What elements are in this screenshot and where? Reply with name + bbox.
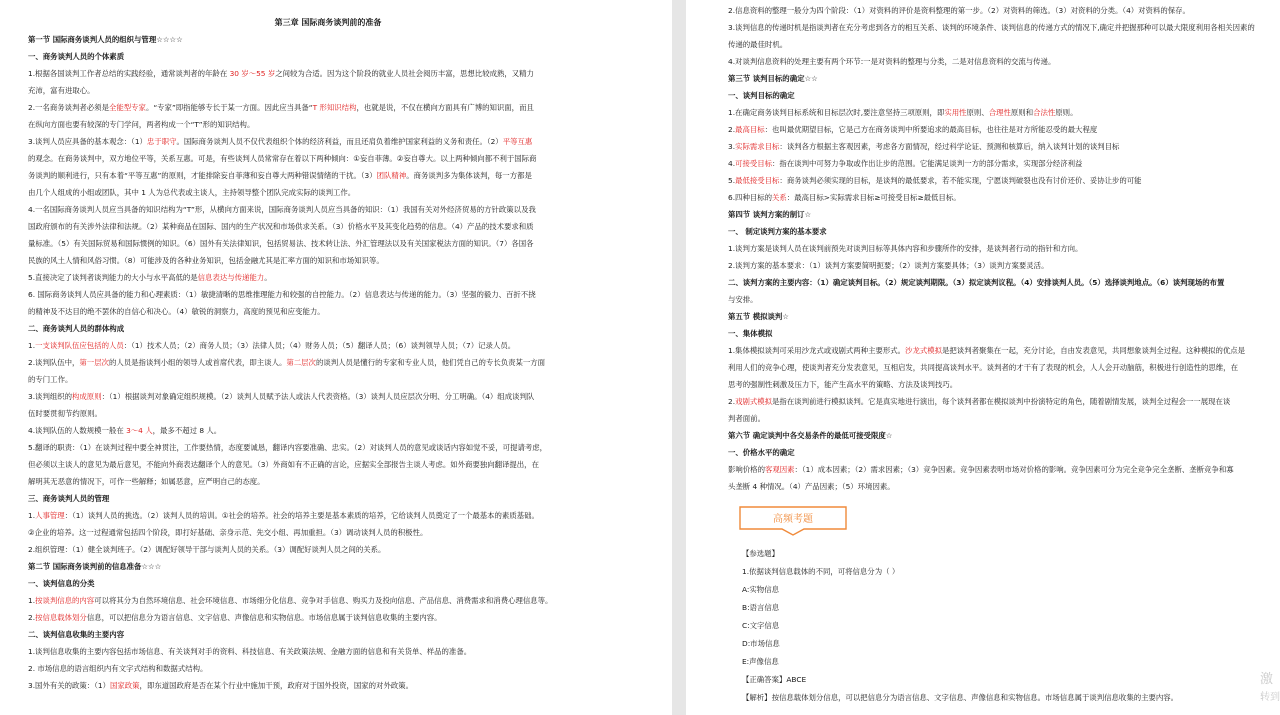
example-line: C:文字信息 [742,621,780,630]
text-span: 。 [264,273,272,282]
text-line [28,286,628,303]
text-span: 第四节 谈判方案的制订☆ [728,210,812,219]
text-span: ：谈判各方根据主客观因素，考虑各方面情况，经过科学论证、预测和核算后，纳入谈判计划的谈判目标 [779,142,1120,151]
highlight-text: 关系 [772,193,787,202]
example-line: 1.依据谈判信息载体的不同，可将信息分为（ ） [742,567,900,576]
highlight-text: 合理性 [988,108,1011,117]
text-line [28,524,628,541]
text-span: 3. [728,142,736,151]
text-span: 一、谈判目标的确定 [728,91,795,100]
text-span: 2. 市场信息的语言组织内有文字式结构和数据式结构。 [28,664,208,673]
text-line [28,677,628,694]
text-span: 2.组织管理：（1）健全谈判班子。（2）调配好领导干部与谈判人员的关系。（3）调配好谈判人员之间的关系。 [28,545,386,554]
text-span: 1. [28,341,36,350]
highlight-text: 客观因素 [764,465,795,474]
text-span: ，即东道国政府是否在某个行业中施加干预，政府对于国外投资，国家的对外政策。 [139,681,414,690]
text-line [28,456,628,473]
text-span: ，最多不超过 8 人。 [152,426,222,435]
text-span: 4.一名国际商务谈判人员应当具备的知识结构为“T”形，从横向方面来说，国际商务谈判人员应当具备的知识：（1）我国有关对外经济贸易的方针政策以及我 [28,205,536,214]
text-span: 传递的最佳时机。 [728,40,788,49]
left-text-body [28,31,628,694]
highlight-text: 第二层次 [286,358,316,367]
text-span: 1. [28,511,36,520]
highlight-text: 实际需求目标 [735,142,780,151]
text-span: 2. [728,397,736,406]
text-span: 1.根据各国谈判工作者总结的实践经验，通常谈判者的年龄在 [28,69,230,78]
text-span: 三、商务谈判人员的管理 [28,494,110,503]
text-span: 第六节 确定谈判中各交易条件的最低可接受限度☆ [728,431,893,440]
text-span: 二、谈判信息收集的主要内容 [28,630,125,639]
text-span: 一、集体模拟 [728,329,773,338]
text-line [28,116,628,133]
highlight-text: 构成原则 [72,392,102,401]
text-line [728,257,1280,274]
text-span: 一、价格水平的确定 [728,448,795,457]
text-line [28,218,628,235]
text-span: 原则。 [1055,108,1078,117]
text-line [28,337,628,354]
text-line [728,274,1280,291]
example-line: A:实物信息 [742,585,779,594]
watermark-line-1: 激 [1260,672,1274,687]
text-line [728,240,1280,257]
text-line [28,558,628,575]
highlight-text: 30 岁～55 岁 [229,69,276,78]
text-span: 4.谈判队伍的人数规模一般在 [28,426,127,435]
text-span: 3.谈判组织的 [28,392,73,401]
text-span: 量标准。（5）有关国际贸易和国际惯例的知识。（6）国外有关法律知识，包括贸易法、技术转让法、外汇管理法以及有关国家税法方面的知识。（7）各国各 [28,239,534,248]
text-span: ：（1）谈判人员的挑选。（2）谈判人员的培训。①社会的培养。社会的培养主要是基本素质的培养，它给谈判人员奠定了一个最基本的素质基础。 [64,511,539,520]
text-span: 二、谈判方案的主要内容：（1）确定谈判目标。（2）规定谈判期限。（3）拟定谈判议程。（4）安排谈判人员。（5）选择谈判地点。（6）谈判现场的布置 [728,278,1225,287]
text-line [28,371,628,388]
highlight-text: T 形知识结构 [312,103,357,112]
text-span: 但必须以主谈人的意见为最后意见，不能向外商表达翻译个人的意见。（3）外商如有不正确的言论，应据实全部报告主谈人考虑。如外商要独向翻译提出，在 [28,460,539,469]
text-line [728,291,1280,308]
text-span: 3.谈判人员应具备的基本观念：（1） [28,137,147,146]
text-line [28,201,628,218]
text-span: 务谈判的顺利进行，只有本着“平等互惠”的原则，才能排除妄自菲薄和妄自尊大两种错误情绪的干扰。（3） [28,171,377,180]
text-span: 之间较为合适。因为这个阶段的就业人员社会阅历丰富，思想比较成熟，又精力 [275,69,534,78]
example-line: D:市场信息 [742,639,780,648]
text-line [28,269,628,286]
text-span: 二、商务谈判人员的群体构成 [28,324,125,333]
text-line [728,87,1280,104]
text-span: 的人员是指谈判小组的领导人或首席代表，即主谈人。 [108,358,287,367]
example-line: 【解析】按信息载体划分信息，可以把信息分为语言信息、文字信息、声像信息和实物信息。市场信息属于谈判信息收集的主要内容。 [742,693,1179,702]
highlight-text: 国家政策 [109,681,140,690]
text-span: 信息，可以把信息分为语言信息、文字信息、声像信息和实物信息。市场信息属于谈判信息收集的主要内容。 [86,613,442,622]
example-line: E:声像信息 [742,657,779,666]
highlight-text: 可接受目标 [735,159,773,168]
text-span: 充沛，富有进取心。 [28,86,95,95]
text-span: 的观念。在商务谈判中，双方地位平等，关系互惠。可是，有些谈判人员常常存在着以下两种倾向：①妄自菲薄。②妄自尊大。以上两种倾向都不利于国际商 [28,154,537,163]
text-line [728,36,1280,53]
text-line [728,376,1280,393]
text-span: 的精神及不达目的绝不罢休的自信心和决心。（4）敏锐的洞察力，高度的预见和应变能力。 [28,307,325,316]
text-line [728,342,1280,359]
text-span: 2.信息资料的整理一般分为四个阶段：（1）对资料的评价是资料整理的第一步。（2）对资料的筛选。（3）对资料的分类。（4）对资料的保存。 [728,6,1190,15]
text-span: 思考的强制性刺激及压力下，能产生高水平的策略、方法及谈判技巧。 [728,380,958,389]
example-line: B:语言信息 [742,603,780,612]
banner-label: 高频考题 [773,514,813,525]
text-span: 一、 制定谈判方案的基本要求 [728,227,827,236]
text-span: 由几个人组成的小组或团队，其中 1 人为总代表或主谈人，主持领导整个团队完成实际的谈判工作。 [28,188,356,197]
text-line [28,48,628,65]
text-span: 6.四种目标的 [728,193,773,202]
highlight-text: 3～4 人 [126,426,153,435]
text-span: 3.国外有关的政策：（1） [28,681,110,690]
text-span: ：（1）成本因素；（2）需求因素；（3）竞争因素。竞争因素表明市场对价格的影响。竞争因素可分为完全竞争完全垄断、垄断竞争和寡 [794,465,1234,474]
text-line [28,439,628,456]
text-line [728,19,1280,36]
text-line [728,478,1280,495]
text-span: 第三节 谈判目标的确定☆☆ [728,74,818,83]
text-line [728,70,1280,87]
text-line [28,422,628,439]
highlight-text: 按信息载体划分 [35,613,87,622]
text-span: 民族的风土人情和风俗习惯。（8）可能涉及的各种业务知识，包括金融尤其是汇率方面的知识和市场知识等。 [28,256,384,265]
text-span: ：（1）根据谈判对象确定组织规模。（2）谈判人员赋予法人或法人代表资格。（3）谈判人员应层次分明、分工明确。（4）组成谈判队 [101,392,535,401]
text-line [728,461,1280,478]
text-span: ：指在谈判中可努力争取或作出让步的范围。它能满足谈判一方的部分需求，实现部分经济利益 [772,159,1083,168]
text-line [28,184,628,201]
text-span: 5.直接决定了谈判者谈判能力的大小与水平高低的是 [28,273,198,282]
text-span: 在纵向方面也要有较深的专门学问，两者构成一个“T”形的知识结构。 [28,120,255,129]
highlight-text: 合法性 [1033,108,1056,117]
text-line [28,167,628,184]
text-span: 可以将其分为自然环境信息、社会环境信息、市场细分化信息、竞争对手信息、购买力及投向信息、产品信息、消费需求和消费心理信息等。 [94,596,553,605]
text-span: 4. [728,159,736,168]
high-frequency-banner [734,503,852,537]
text-span: 4.对谈判信息资料的处理主要有两个环节:一是对资料的整理与分类，二是对信息资料的交流与传递。 [728,57,1056,66]
text-span: 1. [28,596,36,605]
text-span: 的谈判人员是懂行的专家和专业人员，他们凭自己的专长负责某一方面 [315,358,546,367]
text-span: ：也叫最优期望目标，它是己方在商务谈判中所要追求的最高目标，也往往是对方所能忍受的最大程度 [764,125,1098,134]
text-line [28,65,628,82]
text-line [728,393,1280,410]
text-span: 第一节 国际商务谈判人员的组织与管理☆☆☆☆ [28,35,183,44]
text-line [728,410,1280,427]
text-span: 5.翻译的职责：（1）在谈判过程中要全神贯注，工作要热情，态度要诚恳，翻译内容要准确、忠实。（2）对谈判人员的意见或谈话内容如觉不妥，可提请考虑， [28,443,548,452]
highlight-text: 全能型专家 [108,103,146,112]
highlight-text: 第一层次 [79,358,109,367]
text-line [728,427,1280,444]
text-span: 第二节 国际商务谈判前的信息准备☆☆☆ [28,562,162,571]
text-line [28,320,628,337]
highlight-text: 忠于职守 [146,137,177,146]
text-line [28,388,628,405]
text-line [28,252,628,269]
chapter-title: 第三章 国际商务谈判前的准备 [274,18,382,27]
highlight-text: 信息表达与传递能力 [197,273,265,282]
text-span: 。国际商务谈判人员不仅代表组织个体的经济利益，而且还肩负着维护国家利益的义务和责任。（2） [176,137,503,146]
text-span: 5. [728,176,736,185]
text-line [728,206,1280,223]
text-span: 利用人们的竞争心理，使谈判者充分发表意见，互相启发，共同提高谈判水平。谈判者的才干有了表现的机会，人人会开动脑筋，积极进行创造性的思维，在 [728,363,1238,372]
text-span: 是指在谈判前进行模拟谈判。它是真实地进行演出，每个谈判者都在模拟谈判中扮演特定的角色，随着剧情发展，谈判全过程会一一展现在谈 [772,397,1231,406]
text-span: 6. 国际商务谈判人员应具备的能力和心理素质：（1）敏捷清晰的思维推理能力和较强的自控能力。（2）信息表达与传递的能力。（3）坚强的毅力、百折不挠 [28,290,536,299]
text-line [28,541,628,558]
highlight-text: 平等互惠 [502,137,533,146]
text-span: 一、商务谈判人员的个体素质 [28,52,125,61]
text-line [28,473,628,490]
text-span: ：最高目标>实际需求目标≥可接受目标≥最低目标。 [786,193,961,202]
text-span: 3.谈判信息的传递时机是指谈判者在充分考虑到各方的相互关系、谈判的环境条件、谈判信息的传递方式的情况下,确定并把握那种可以最大限度利用各相关因素的 [728,23,1255,32]
text-line [728,444,1280,461]
text-line [728,189,1280,206]
text-span: 伍时要贯彻节约原则。 [28,409,102,418]
text-line [728,121,1280,138]
text-line [728,359,1280,376]
text-span: 判者面前。 [728,414,765,423]
text-line [28,405,628,422]
text-line [728,308,1280,325]
text-span: 一、谈判信息的分类 [28,579,95,588]
highlight-text: 一支谈判队伍应包括的人员 [35,341,124,350]
text-line [728,172,1280,189]
text-span: 是把谈判者聚集在一起，充分讨论，自由发表意见，共同想象谈判全过程。这种模拟的优点是 [942,346,1246,355]
example-question [728,545,1280,707]
highlight-text: 最低接受目标 [735,176,780,185]
document-page-right [686,0,1280,715]
text-line [28,609,628,626]
text-line [728,223,1280,240]
text-line [28,660,628,677]
highlight-text: 人事管理 [35,511,65,520]
highlight-text: 沙龙式模拟 [905,346,943,355]
text-line [28,354,628,371]
text-line [728,325,1280,342]
text-line [28,99,628,116]
text-line [728,155,1280,172]
text-line [28,575,628,592]
text-span: 的专门工作。 [28,375,73,384]
text-span: 原则、 [966,108,989,117]
text-line [28,490,628,507]
right-text-body [728,2,1280,495]
highlight-text: 按谈判信息的内容 [35,596,95,605]
text-span: 。“专家”即指能够专长于某一方面。因此应当具备“ [145,103,313,112]
text-line [28,626,628,643]
example-line: 【参选题】 [742,549,779,558]
text-span: 2. [728,125,736,134]
text-span: ：商务谈判必须实现的目标，是谈判的最低要求，若不能实现，宁愿谈判破裂也没有讨价还价、妥协让步的可能 [779,176,1142,185]
text-span: 解明其无恶意的情况下，可作一些解释；如属恶意，应严明自己的态度。 [28,477,265,486]
highlight-text: 最高目标 [735,125,765,134]
text-span: 1.谈判方案是谈判人员在谈判前预先对谈判目标等具体内容和步骤所作的安排，是谈判者行动的指针和方向。 [728,244,1083,253]
text-span: 头垄断 4 种情况。（4）产品因素；（5）环境因素。 [728,482,895,491]
text-span: 。商务谈判多为集体谈判，每一方都是 [406,171,532,180]
text-line [28,31,628,48]
text-line [28,303,628,320]
text-line [728,104,1280,121]
text-span: 2.一名商务谈判者必须是 [28,103,109,112]
text-line [28,592,628,609]
watermark [1260,671,1280,707]
text-line [728,2,1280,19]
example-line: 【正确答案】ABCE [742,675,807,684]
text-line [28,150,628,167]
text-line [28,643,628,660]
text-span: 1.集体模拟谈判可采用沙龙式或戏剧式两种主要形式。 [728,346,906,355]
text-span: 与安排。 [728,295,758,304]
text-span: ：（1）技术人员；（2）商务人员；（3）法律人员；（4）财务人员；（5）翻译人员；（6）谈判领导人员；（7）记录人员。 [123,341,516,350]
text-span: ，也就是说，不仅在横向方面具有广博的知识面，而且 [356,103,534,112]
text-line [728,53,1280,70]
text-line [28,133,628,150]
text-line [728,138,1280,155]
text-span: ②企业的培养。这一过程通常包括四个阶段，即打好基础、亲身示范、先交小组、再加重担。（3）调动谈判人员的积极性。 [28,528,428,537]
text-span: 2.谈判方案的基本要求：（1）谈判方案要简明扼要；（2）谈判方案要具体；（3）谈判方案要灵活。 [728,261,1049,270]
text-span: 国政府颁布的有关涉外法律和法规。（2）某种商品在国际、国内的生产状况和市场供求关系。（3）价格水平及其变化趋势的信息。（4）产品的技术要求和质 [28,222,534,231]
watermark-line-2: 转到 [1260,692,1280,703]
highlight-text: 戏剧式模拟 [735,397,773,406]
text-line [28,235,628,252]
highlight-text: 团队精神 [376,171,407,180]
text-span: 2. [28,613,36,622]
highlight-text: 实用性 [944,108,967,117]
text-line [28,507,628,524]
text-line [28,82,628,99]
text-span: 原则和 [1010,108,1034,117]
text-span: 2.谈判队伍中， [28,358,80,367]
text-span: 1.谈判信息收集的主要内容包括市场信息、有关谈判对手的资料、科技信息、有关政策法规、金融方面的信息和有关货单、样品的准备。 [28,647,472,656]
text-span: 1.在确定商务谈判目标系统和目标层次时,要注意坚持三项原则，即 [728,108,945,117]
text-span: 影响价格的 [728,465,765,474]
text-span: 第五节 模拟谈判☆ [728,312,789,321]
